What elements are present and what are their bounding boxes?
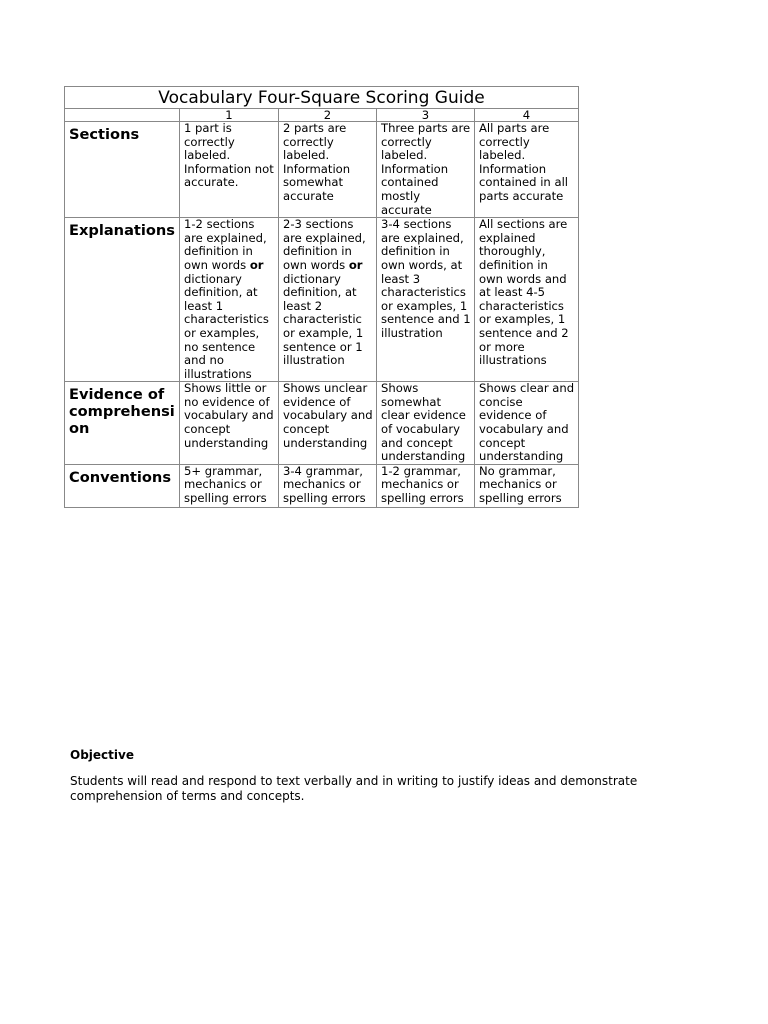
table-cell: 2 parts are correctly labeled. Information somewhat accurate xyxy=(279,122,377,218)
objective-heading: Objective xyxy=(70,748,134,762)
score-header-4: 4 xyxy=(475,109,579,122)
table-row xyxy=(65,382,579,465)
table-cell: 3-4 sections are explained, definition in own words, at least 3 characteristics or examples, 1 sentence and 1 illustration xyxy=(377,218,475,382)
table-cell: No grammar, mechanics or spelling errors xyxy=(475,464,579,507)
score-header-3: 3 xyxy=(377,109,475,122)
row-label-evidence: Evidence of comprehension xyxy=(65,382,180,465)
table-cell: All sections are explained thoroughly, definition in own words and at least 4-5 characteristics or examples, 1 sentence and 2 or more illustrations xyxy=(475,218,579,382)
table-cell: Shows clear and concise evidence of vocabulary and concept understanding xyxy=(475,382,579,465)
table-row xyxy=(65,464,579,507)
table-cell: Shows somewhat clear evidence of vocabulary and concept understanding xyxy=(377,382,475,465)
table-cell: Three parts are correctly labeled. Information contained mostly accurate xyxy=(377,122,475,218)
table-cell: All parts are correctly labeled. Information contained in all parts accurate xyxy=(475,122,579,218)
table-cell: 5+ grammar, mechanics or spelling errors xyxy=(180,464,279,507)
table-cell: 1 part is correctly labeled. Information not accurate. xyxy=(180,122,279,218)
row-label-explanations: Explanations xyxy=(65,218,180,382)
table-title: Vocabulary Four-Square Scoring Guide xyxy=(65,87,579,109)
title-row xyxy=(65,87,579,109)
table-cell: Shows unclear evidence of vocabulary and concept understanding xyxy=(279,382,377,465)
table-row xyxy=(65,218,579,382)
objective-text: Students will read and respond to text verbally and in writing to justify ideas and demonstrate comprehension of terms and concepts. xyxy=(70,774,638,803)
row-label-sections: Sections xyxy=(65,122,180,218)
table-cell: 2-3 sections are explained, definition in own words or dictionary definition, at least 2 characteristic or example, 1 sentence or 1 illustration xyxy=(279,218,377,382)
scoring-guide-table xyxy=(64,86,579,508)
row-label-conventions: Conventions xyxy=(65,464,180,507)
score-header-1: 1 xyxy=(180,109,279,122)
table-cell: 1-2 sections are explained, definition in own words or dictionary definition, at least 1 characteristics or examples, no sentence and no illustrations xyxy=(180,218,279,382)
table-cell: 3-4 grammar, mechanics or spelling errors xyxy=(279,464,377,507)
table-cell: 1-2 grammar, mechanics or spelling errors xyxy=(377,464,475,507)
table-cell: Shows little or no evidence of vocabulary and concept understanding xyxy=(180,382,279,465)
score-header-2: 2 xyxy=(279,109,377,122)
table-row xyxy=(65,122,579,218)
score-header-row xyxy=(65,109,579,122)
blank-header-cell xyxy=(65,109,180,122)
